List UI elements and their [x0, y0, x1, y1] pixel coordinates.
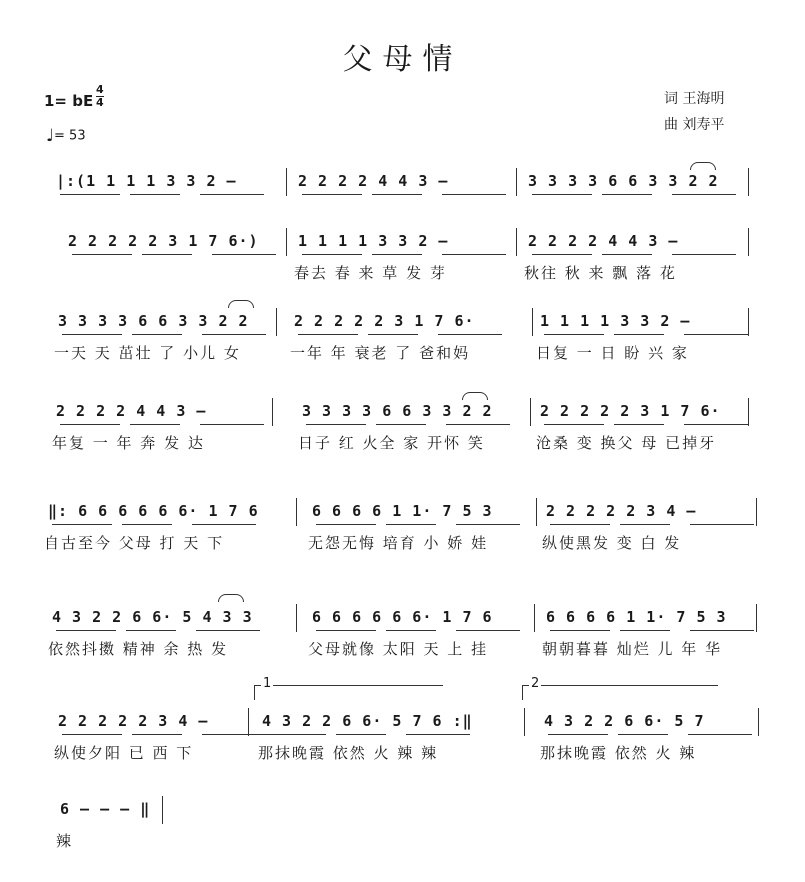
- beam-underline: [386, 524, 436, 525]
- beam-underline: [60, 424, 120, 425]
- beam-underline: [614, 424, 664, 425]
- measure-lyrics: 一年 年 衰老 了 爸和妈: [290, 344, 471, 362]
- measure-lyrics: 纵使黑发 变 白 发: [542, 534, 682, 552]
- volta-2: 2: [522, 685, 718, 700]
- bar-line: [524, 708, 525, 736]
- measure-notes: 6 6 6 6 6 6· 1 7 6: [312, 608, 493, 626]
- beam-underline: [62, 334, 122, 335]
- beam-underline: [200, 194, 264, 195]
- tempo-marking: ♩= 53: [46, 126, 86, 146]
- bar-line: [286, 228, 287, 256]
- measure-lyrics: 沧桑 变 换父 母 已掉牙: [536, 434, 717, 452]
- beam-underline: [196, 630, 260, 631]
- beam-underline: [620, 524, 670, 525]
- measure-notes: 6 6 6 6 1 1· 7 5 3: [546, 608, 727, 626]
- bar-line: [530, 398, 531, 426]
- measure-lyrics: 那抹晚霞 依然 火 辣: [540, 744, 697, 762]
- beam-underline: [532, 194, 592, 195]
- beam-underline: [130, 424, 180, 425]
- beam-underline: [212, 254, 276, 255]
- beam-underline: [316, 630, 376, 631]
- measure-notes: 3 3 3 3 6 6 3 3 2 2: [58, 312, 249, 330]
- tie-slur: [228, 300, 254, 308]
- beam-underline: [202, 734, 266, 735]
- beam-underline: [200, 424, 264, 425]
- measure-notes: 2 2 2 2 2 3 1 7 6·: [294, 312, 475, 330]
- beam-underline: [672, 194, 736, 195]
- beam-underline: [442, 194, 506, 195]
- bar-line: [534, 604, 535, 632]
- bar-line: [758, 708, 759, 736]
- beam-underline: [550, 630, 610, 631]
- beam-underline: [62, 734, 122, 735]
- song-title: 父母情: [342, 42, 463, 77]
- beam-underline: [618, 734, 668, 735]
- beam-underline: [298, 334, 358, 335]
- beam-underline: [130, 194, 180, 195]
- beam-underline: [690, 630, 754, 631]
- beam-underline: [684, 334, 748, 335]
- beam-underline: [438, 334, 502, 335]
- beam-underline: [192, 524, 256, 525]
- beam-underline: [72, 254, 132, 255]
- measure-notes: 2 2 2 2 2 3 4 –: [58, 712, 209, 730]
- measure-lyrics: 无怨无悔 培育 小 娇 娃: [308, 534, 489, 552]
- measure-lyrics: 那抹晚霞 依然 火 辣 辣: [258, 744, 439, 762]
- measure-notes: |:(1 1 1 1 3 3 2 –: [56, 172, 237, 190]
- beam-underline: [336, 734, 386, 735]
- measure-notes: 3 3 3 3 6 6 3 3 2 2: [528, 172, 719, 190]
- measure-notes: 2 2 2 2 4 4 3 –: [528, 232, 679, 250]
- measure-notes: 4 3 2 2 6 6· 5 7: [544, 712, 705, 730]
- bar-line: [286, 168, 287, 196]
- bar-line: [748, 168, 749, 196]
- time-signature: 4 4: [96, 83, 104, 109]
- measure-notes: 2 2 2 2 4 4 3 –: [298, 172, 449, 190]
- bar-line: [248, 708, 249, 736]
- beam-underline: [122, 524, 172, 525]
- beam-underline: [672, 254, 736, 255]
- bar-line: [756, 604, 757, 632]
- measure-lyrics: 一天 天 茁壮 了 小儿 女: [54, 344, 241, 362]
- measure-notes: 4 3 2 2 6 6· 5 7 6 :‖: [262, 712, 473, 730]
- bar-line: [516, 228, 517, 256]
- beam-underline: [56, 630, 116, 631]
- bar-line: [748, 398, 749, 426]
- beam-underline: [372, 194, 422, 195]
- bar-line: [162, 796, 163, 824]
- measure-lyrics: 朝朝暮暮 灿烂 儿 年 华: [542, 640, 723, 658]
- measure-notes: 2 2 2 2 2 3 1 7 6·): [68, 232, 259, 250]
- beam-underline: [602, 254, 652, 255]
- beam-underline: [456, 524, 520, 525]
- bar-line: [296, 498, 297, 526]
- beam-underline: [442, 254, 506, 255]
- beam-underline: [688, 734, 752, 735]
- beam-underline: [456, 630, 520, 631]
- measure-lyrics: 春去 春 来 草 发 芽: [294, 264, 447, 282]
- measure-lyrics: 父母就像 太阳 天 上 挂: [308, 640, 489, 658]
- measure-lyrics: 纵使夕阳 已 西 下: [54, 744, 194, 762]
- key-signature: 1= bE: [44, 92, 94, 110]
- bar-line: [536, 498, 537, 526]
- measure-lyrics: 秋往 秋 来 飘 落 花: [524, 264, 677, 282]
- bar-line: [748, 228, 749, 256]
- tie-slur: [462, 392, 488, 400]
- bar-line: [748, 308, 749, 336]
- beam-underline: [202, 334, 266, 335]
- beam-underline: [368, 334, 418, 335]
- beam-underline: [550, 524, 610, 525]
- beam-underline: [372, 254, 422, 255]
- bar-line: [756, 498, 757, 526]
- beam-underline: [620, 630, 670, 631]
- beam-underline: [306, 424, 366, 425]
- beam-underline: [302, 194, 362, 195]
- measure-notes: 6 6 6 6 1 1· 7 5 3: [312, 502, 493, 520]
- measure-notes: 6 – – – ‖: [60, 800, 151, 818]
- measure-lyrics: 日子 红 火全 家 开怀 笑: [298, 434, 485, 452]
- tie-slur: [690, 162, 716, 170]
- bar-line: [532, 308, 533, 336]
- beam-underline: [132, 334, 182, 335]
- measure-notes: 1 1 1 1 3 3 2 –: [298, 232, 449, 250]
- measure-notes: ‖: 6 6 6 6 6 6· 1 7 6: [48, 502, 259, 520]
- beam-underline: [266, 734, 326, 735]
- beam-underline: [52, 524, 112, 525]
- quarter-note-icon: ♩: [46, 126, 55, 146]
- bar-line: [276, 308, 277, 336]
- measure-notes: 1 1 1 1 3 3 2 –: [540, 312, 691, 330]
- bar-line: [296, 604, 297, 632]
- beam-underline: [544, 334, 604, 335]
- measure-lyrics: 自古至今 父母 打 天 下: [44, 534, 225, 552]
- composer-credit: 曲 刘寿平: [664, 117, 725, 133]
- beam-underline: [614, 334, 664, 335]
- beam-underline: [302, 254, 362, 255]
- beam-underline: [316, 524, 376, 525]
- measure-lyrics: 辣: [56, 832, 74, 850]
- beam-underline: [126, 630, 176, 631]
- beam-underline: [446, 424, 510, 425]
- beam-underline: [386, 630, 436, 631]
- measure-notes: 2 2 2 2 2 3 4 –: [546, 502, 697, 520]
- beam-underline: [602, 194, 652, 195]
- measure-notes: 3 3 3 3 6 6 3 3 2 2: [302, 402, 493, 420]
- measure-notes: 2 2 2 2 4 4 3 –: [56, 402, 207, 420]
- beam-underline: [532, 254, 592, 255]
- beam-underline: [132, 734, 182, 735]
- beam-underline: [406, 734, 470, 735]
- tie-slur: [218, 594, 244, 602]
- volta-1: 1: [254, 685, 443, 700]
- measure-notes: 2 2 2 2 2 3 1 7 6·: [540, 402, 721, 420]
- beam-underline: [548, 734, 608, 735]
- beam-underline: [690, 524, 754, 525]
- beam-underline: [684, 424, 748, 425]
- measure-lyrics: 年复 一 年 奔 发 达: [52, 434, 205, 452]
- measure-lyrics: 日复 一 日 盼 兴 家: [536, 344, 689, 362]
- measure-lyrics: 依然抖擞 精神 余 热 发: [48, 640, 229, 658]
- beam-underline: [376, 424, 426, 425]
- beam-underline: [60, 194, 120, 195]
- lyricist-credit: 词 王海明: [664, 91, 725, 107]
- bar-line: [516, 168, 517, 196]
- measure-notes: 4 3 2 2 6 6· 5 4 3 3: [52, 608, 253, 626]
- bar-line: [272, 398, 273, 426]
- beam-underline: [544, 424, 604, 425]
- beam-underline: [142, 254, 192, 255]
